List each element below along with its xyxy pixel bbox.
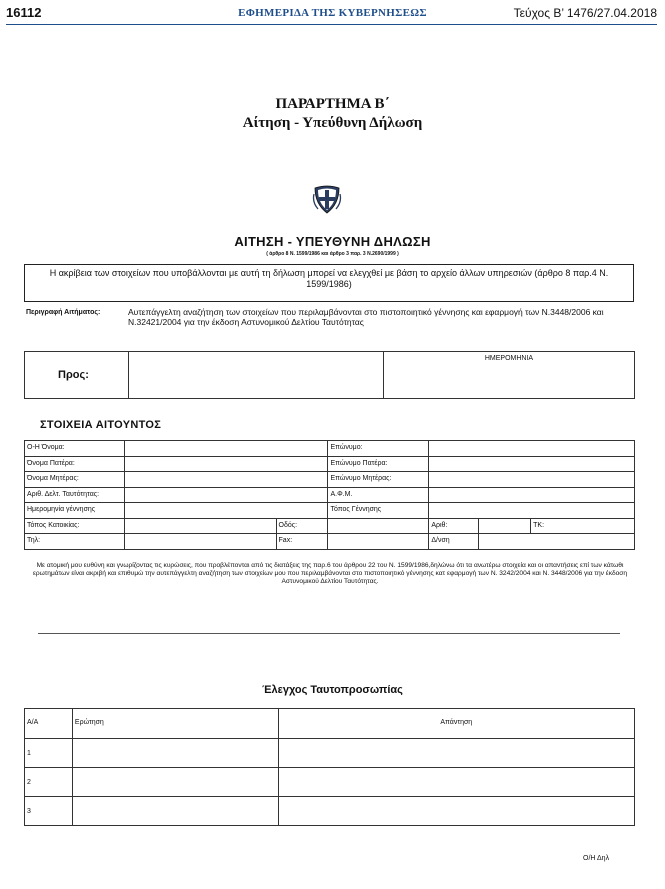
gazette-title: ΕΦΗΜΕΡΙΔΑ ΤΗΣ ΚΥΒΕΡΝΗΣΕΩΣ <box>238 7 427 19</box>
table-row <box>25 487 635 503</box>
table-row <box>25 518 635 534</box>
col-number-header: Α/Α <box>25 709 73 739</box>
table-row <box>25 534 635 550</box>
annex-title: ΠΑΡΑΡΤΗΜΑ Β΄ <box>275 96 390 112</box>
answer-field[interactable] <box>278 768 634 797</box>
table-header-row <box>25 709 635 739</box>
table-row <box>25 503 635 519</box>
declaration-text: Με ατομική μου ευθύνη και γνωρίζοντας τις κυρώσεις, που προβλέπονται από τις διατάξεις της παρ.6 του άρθρου 22 του Ν. 1599/1986,δηλώνω ότι τα ανωτέρω στοιχεία και οι απαντήσεις επί των κάτωθι ερωτημάτων είναι ακριβή και επιθυμώ την αυτεπάγγελτη αναζήτηση των στοιχείων μου που περιλαμβάνονται στο πιστοποιητικό γέννησης κατ εφαρμογή των Ν. 3242/2004 και Ν. 3448/2006 για την έκδοση Αστυνομικού Δελτίου Ταυτότητας. <box>32 562 628 585</box>
row-number: 2 <box>25 768 73 797</box>
email-label: Δ/νση <box>429 534 479 550</box>
father-surname-field[interactable] <box>429 456 635 472</box>
request-description-text: Αυτεπάγγελτη αναζήτηση των στοιχείων που περιλαμβάνονται στο πιστοποιητικό γέννησης και εφαρμογή των Ν.3448/2006 και Ν.32421/2004 για την έκδοση Αστυνομικού Δελτίου Ταυτότητας <box>128 307 604 327</box>
mother-name-label: Όνομα Μητέρας: <box>25 472 125 488</box>
recipient-date-table <box>24 351 635 399</box>
street-number-label: Αριθ: <box>429 518 479 534</box>
accuracy-notice: Η ακρίβεια των στοιχείων που υποβάλλονται με αυτή τη δήλωση μπορεί να ελεγχθεί με βάση το αρχείο άλλων υπηρεσιών (άρθρο 8 παρ.4 Ν. 1599/1986) <box>24 264 634 302</box>
surname-field[interactable] <box>429 441 635 457</box>
birth-date-label: Ημερομηνία γέννησης <box>25 503 125 519</box>
street-field[interactable] <box>328 518 429 534</box>
applicant-section-heading: ΣΤΟΙΧΕΙΑ ΑΙΤΟΥΝΤΟΣ <box>40 419 162 431</box>
row-number: 3 <box>25 797 73 826</box>
mother-surname-label: Επώνυμο Μητέρας: <box>328 472 429 488</box>
greek-coat-of-arms-icon <box>312 184 342 214</box>
question-field[interactable] <box>72 739 278 768</box>
answer-field[interactable] <box>278 797 634 826</box>
date-label: ΗΜΕΡΟΜΗΝΙΑ <box>384 352 635 399</box>
mother-name-field[interactable] <box>124 472 328 488</box>
table-row <box>25 739 635 768</box>
answer-field[interactable] <box>278 739 634 768</box>
table-row <box>25 472 635 488</box>
street-number-field[interactable] <box>479 518 531 534</box>
request-description-label: Περιγραφή Αιτήματος: <box>26 309 101 316</box>
email-field[interactable] <box>479 534 635 550</box>
question-field[interactable] <box>72 768 278 797</box>
signature-label: Ο/Η Δηλ <box>583 855 610 862</box>
birth-date-field[interactable] <box>124 503 328 519</box>
page-number: 16112 <box>6 5 42 20</box>
col-answer-header: Απάντηση <box>278 709 634 739</box>
col-question-header: Ερώτηση <box>72 709 278 739</box>
table-row <box>25 456 635 472</box>
form-title: ΑΙΤΗΣΗ - ΥΠΕΥΘΥΝΗ ΔΗΛΩΣΗ <box>234 234 431 249</box>
surname-label: Επώνυμο: <box>328 441 429 457</box>
first-name-field[interactable] <box>124 441 328 457</box>
id-number-label: Αριθ. Δελτ. Ταυτότητας: <box>25 487 125 503</box>
table-row <box>25 797 635 826</box>
phone-field[interactable] <box>124 534 276 550</box>
applicant-details-table <box>24 440 635 550</box>
header-rule <box>6 24 657 25</box>
row-number: 1 <box>25 739 73 768</box>
recipient-field[interactable] <box>129 352 384 399</box>
phone-label: Τηλ: <box>25 534 125 550</box>
id-number-field[interactable] <box>124 487 328 503</box>
first-name-label: Ο-Η Όνομα: <box>25 441 125 457</box>
issue-reference: Τεύχος Β’ 1476/27.04.2018 <box>513 6 657 20</box>
section-divider <box>38 633 620 634</box>
residence-field[interactable] <box>124 518 276 534</box>
recipient-label: Προς: <box>25 352 129 399</box>
question-field[interactable] <box>72 797 278 826</box>
residence-label: Τόπος Κατοικίας: <box>25 518 125 534</box>
birth-place-label: Τόπος Γέννησης <box>328 503 429 519</box>
father-name-label: Όνομα Πατέρα: <box>25 456 125 472</box>
father-surname-label: Επώνυμο Πατέρα: <box>328 456 429 472</box>
identity-check-table <box>24 708 635 826</box>
identity-check-heading: Έλεγχος Ταυτοπροσωπίας <box>262 684 403 696</box>
annex-subtitle: Αίτηση - Υπεύθυνη Δήλωση <box>242 115 423 131</box>
tax-number-label: Α.Φ.Μ. <box>328 487 429 503</box>
fax-field[interactable] <box>328 534 429 550</box>
street-label: Οδός: <box>276 518 328 534</box>
tax-number-field[interactable] <box>429 487 635 503</box>
fax-label: Fax: <box>276 534 328 550</box>
table-row <box>25 441 635 457</box>
form-legal-reference: ( άρθρο 8 Ν. 1599/1986 και άρθρο 3 παρ. 3 Ν.2690/1999 ) <box>266 251 399 257</box>
father-name-field[interactable] <box>124 456 328 472</box>
table-row <box>25 768 635 797</box>
birth-place-field[interactable] <box>429 503 635 519</box>
postal-code-label: ΤΚ: <box>531 518 635 534</box>
mother-surname-field[interactable] <box>429 472 635 488</box>
